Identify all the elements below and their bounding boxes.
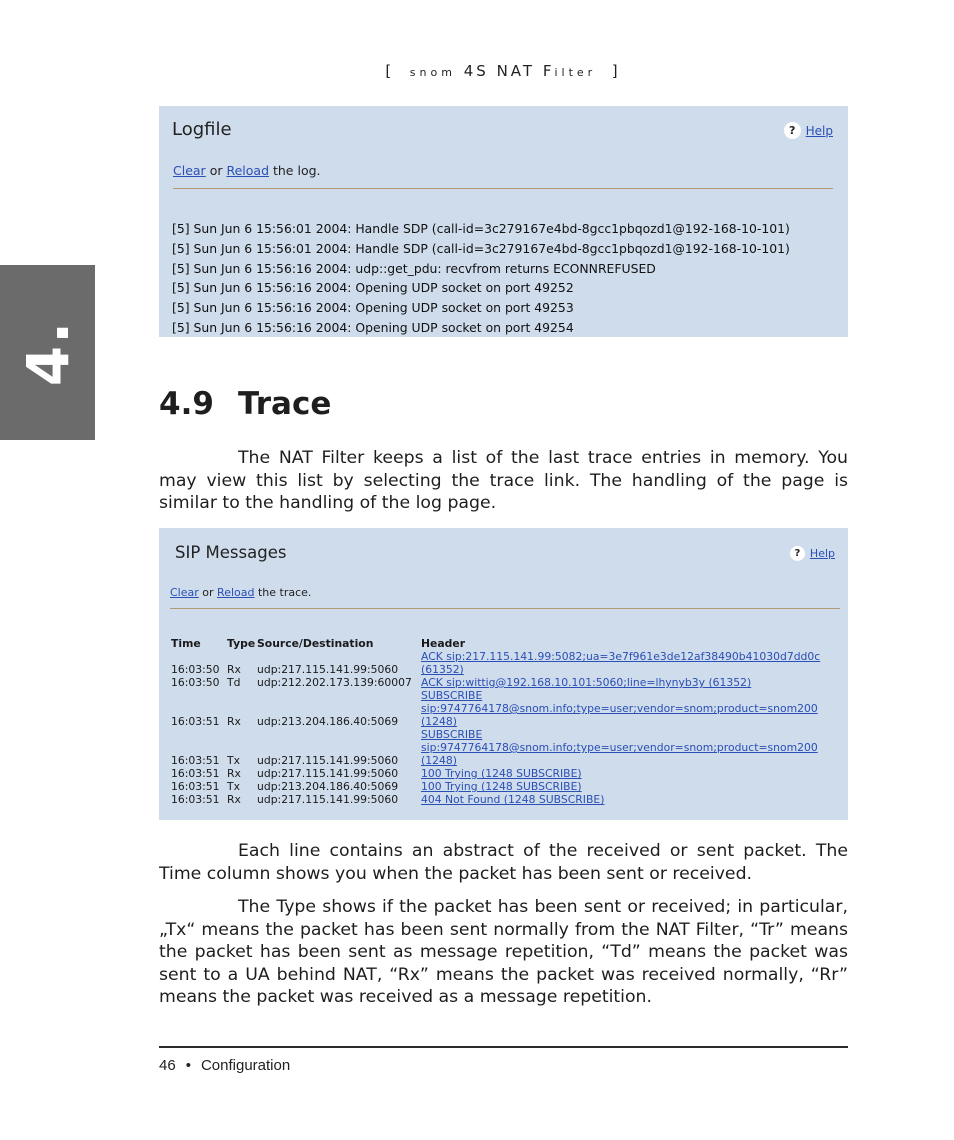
cell-header-link[interactable]: SUBSCRIBE sip:9747764178@snom.info;type=user;vendor=snom;product=snom200 (1248) — [421, 689, 818, 728]
body-paragraph: Each line contains an abstract of the received or sent packet. The Time column shows you when the packet has been sent or received. — [159, 841, 848, 884]
header-brand: snom — [409, 66, 456, 79]
table-row — [171, 780, 848, 793]
section-title: Trace — [238, 386, 332, 422]
column-header-type: Type — [227, 637, 256, 650]
footer-rule — [159, 1046, 848, 1048]
sip-messages-panel — [159, 528, 848, 820]
cell-header-link[interactable]: ACK sip:wittig@192.168.10.101:5060;line=lhynyb3y (61352) — [421, 676, 752, 689]
cell-source: udp:212.202.173.139:60007 — [257, 676, 412, 689]
trace-body — [171, 650, 848, 806]
running-header — [0, 62, 954, 80]
sip-messages-title: SIP Messages — [175, 543, 287, 562]
header-bracket-close: ] — [611, 62, 621, 80]
cell-header-link[interactable]: 100 Trying (1248 SUBSCRIBE) — [421, 780, 582, 793]
header-bracket-open: [ — [385, 62, 395, 80]
or-text: or — [209, 163, 223, 178]
table-row — [171, 767, 848, 780]
help-icon: ? — [790, 546, 805, 561]
log-line: [5] Sun Jun 6 15:56:16 2004: Opening UDP socket on port 49252 — [172, 280, 574, 296]
trace-actions — [170, 586, 311, 599]
footer-bullet: • — [185, 1057, 191, 1074]
clear-log-link[interactable]: Clear — [173, 163, 206, 178]
reload-log-link[interactable]: Reload — [226, 163, 269, 178]
table-header-row — [171, 634, 848, 650]
cell-time: 16:03:51 — [171, 754, 220, 767]
log-line: [5] Sun Jun 6 15:56:16 2004: Opening UDP socket on port 49253 — [172, 300, 574, 316]
column-header-source: Source/Destination — [257, 637, 374, 650]
column-header-header: Header — [421, 637, 466, 650]
cell-type: Tx — [227, 780, 240, 793]
cell-header-link[interactable]: SUBSCRIBE sip:9747764178@snom.info;type=user;vendor=snom;product=snom200 (1248) — [421, 728, 818, 767]
divider — [170, 608, 840, 609]
log-line: [5] Sun Jun 6 15:56:01 2004: Handle SDP (call-id=3c279167e4bd-8gcc1pbqozd1@192-168-10-101) — [172, 240, 790, 256]
cell-type: Rx — [227, 715, 241, 728]
column-header-time: Time — [171, 637, 201, 650]
table-row — [171, 793, 848, 806]
cell-type: Tx — [227, 754, 240, 767]
cell-source: udp:217.115.141.99:5060 — [257, 663, 399, 676]
table-row — [171, 728, 848, 767]
log-actions — [173, 163, 321, 178]
cell-time: 16:03:51 — [171, 780, 220, 793]
chapter-tab — [0, 265, 95, 440]
trace-table — [171, 634, 848, 806]
reload-trace-link[interactable]: Reload — [217, 586, 255, 599]
log-line: [5] Sun Jun 6 15:56:01 2004: Handle SDP (call-id=3c279167e4bd-8gcc1pbqozd1@192-168-10-101) — [172, 221, 790, 236]
page-footer — [159, 1057, 290, 1074]
table-row — [171, 650, 848, 676]
cell-time: 16:03:50 — [171, 676, 220, 689]
log-line: [5] Sun Jun 6 15:56:16 2004: Opening UDP socket on port 49254 — [172, 319, 574, 335]
divider — [173, 188, 833, 189]
help-label[interactable]: Help — [809, 547, 835, 560]
cell-source: udp:217.115.141.99:5060 — [257, 754, 399, 767]
body-paragraph: The Type shows if the packet has been sent or received; in particular, „Tx“ means the packet has been sent normally from the NAT Filter, “Tr” means the packet has been sent as message repetition, “Td” means the packet was sent to a UA behind NAT, “Rx” means the packet was received normally, “Rr” means the packet was received as a message repetition. — [159, 897, 848, 1007]
header-product: Filter — [542, 62, 597, 80]
footer-section: Configuration — [200, 1057, 291, 1074]
body-paragraph: The NAT Filter keeps a list of the last trace entries in memory. You may view this list by selecting the trace link. The handling of the page is similar to the handling of the log page. — [159, 448, 848, 513]
cell-source: udp:213.204.186.40:5069 — [257, 715, 399, 728]
log-actions-suffix: the log. — [272, 163, 321, 178]
cell-type: Rx — [227, 767, 241, 780]
cell-header-link[interactable]: 100 Trying (1248 SUBSCRIBE) — [421, 767, 582, 780]
cell-type: Td — [227, 676, 241, 689]
section-heading — [159, 386, 331, 422]
trace-actions-suffix: the trace. — [257, 586, 312, 599]
help-link[interactable] — [784, 122, 833, 139]
table-row — [171, 689, 848, 728]
clear-trace-link[interactable]: Clear — [170, 586, 199, 599]
page-number: 46 — [159, 1057, 176, 1074]
cell-time: 16:03:50 — [171, 663, 220, 676]
cell-header-link[interactable]: ACK sip:217.115.141.99:5082;ua=3e7f961e3de12af38490b41030d7dd0c (61352) — [421, 650, 821, 676]
cell-header-link[interactable]: 404 Not Found (1248 SUBSCRIBE) — [421, 793, 605, 806]
cell-source: udp:217.115.141.99:5060 — [257, 793, 399, 806]
help-link[interactable] — [790, 546, 835, 561]
cell-time: 16:03:51 — [171, 715, 220, 728]
help-label[interactable]: Help — [805, 123, 833, 138]
cell-time: 16:03:51 — [171, 767, 220, 780]
cell-type: Rx — [227, 793, 241, 806]
table-row — [171, 676, 848, 689]
log-line: [5] Sun Jun 6 15:56:16 2004: udp::get_pdu: recvfrom returns ECONNREFUSED — [172, 260, 656, 276]
log-lines — [172, 219, 790, 337]
or-text: or — [202, 586, 214, 599]
chapter-number: 4. — [13, 319, 82, 386]
cell-type: Rx — [227, 663, 241, 676]
help-icon: ? — [784, 122, 801, 139]
cell-source: udp:213.204.186.40:5069 — [257, 780, 399, 793]
logfile-panel — [159, 106, 848, 337]
cell-source: udp:217.115.141.99:5060 — [257, 767, 399, 780]
logfile-title: Logfile — [172, 119, 232, 140]
cell-time: 16:03:51 — [171, 793, 220, 806]
section-number: 4.9 — [159, 386, 214, 422]
header-model: 4S NAT — [463, 62, 536, 80]
